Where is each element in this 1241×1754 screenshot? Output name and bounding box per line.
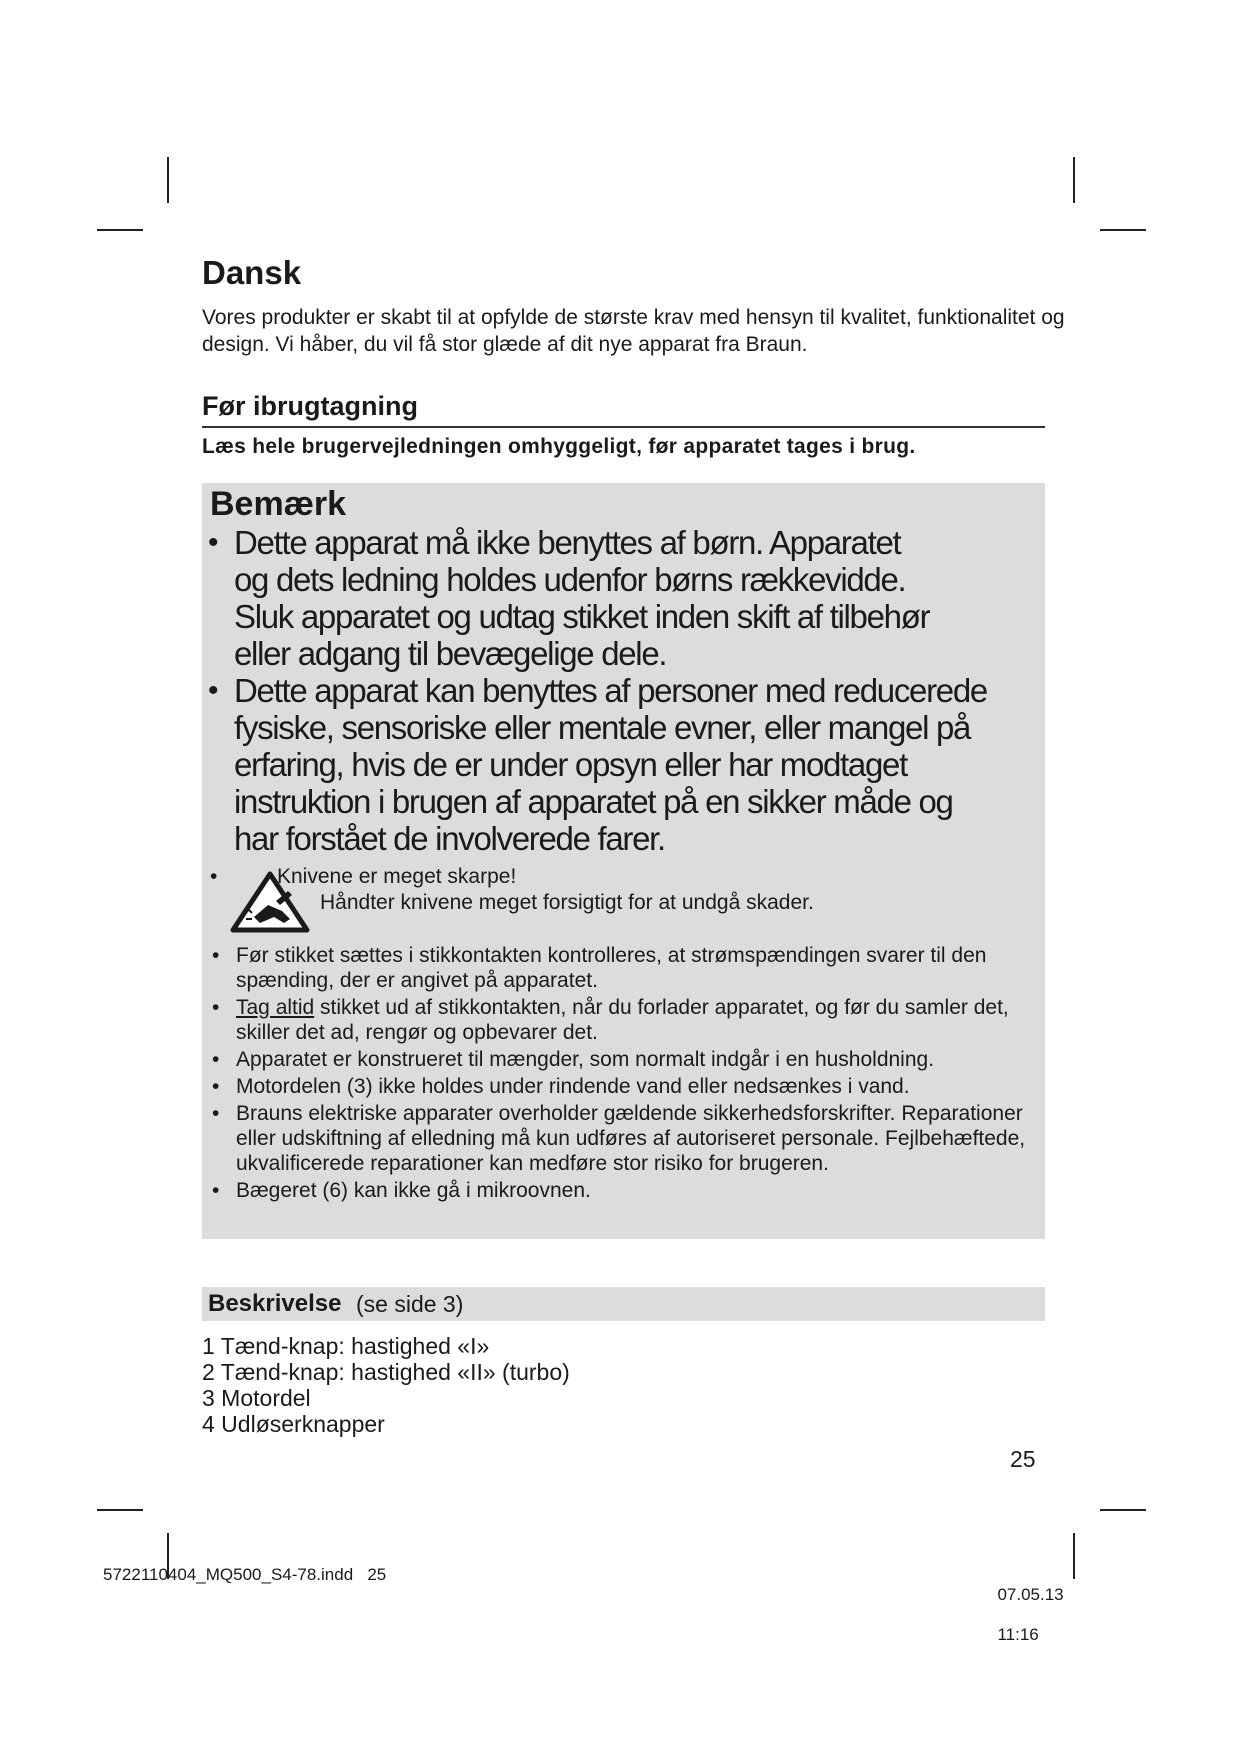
bullet: • (208, 674, 219, 707)
list-item (210, 1178, 1040, 1203)
bullet: • (212, 1075, 220, 1098)
line: eller adgang til bevægelige dele. (234, 635, 667, 672)
list-item: 4 Udløserknapper (202, 1411, 385, 1437)
knife-warning-text: Håndter knivene meget forsigtigt for at undgå skader. (320, 891, 814, 914)
underlined-text: Tag altid (236, 996, 315, 1019)
footer-filename: 5722110404_MQ500_S4-78.indd 25 (103, 1565, 387, 1584)
large-warning-list (208, 524, 1038, 857)
crop-mark (1073, 157, 1075, 203)
list-item (208, 672, 1038, 857)
list-item (210, 943, 1040, 993)
crop-mark (97, 229, 143, 231)
list-item (210, 1101, 1040, 1176)
safety-list (210, 943, 1040, 1205)
line: fysiske, sensoriske eller mentale evner, eller mangel på (234, 709, 971, 746)
list-item (208, 524, 1038, 672)
bullet: • (212, 996, 220, 1019)
sharp-blade-warning-icon (230, 871, 310, 933)
crop-mark (97, 1509, 143, 1511)
bullet: • (210, 865, 218, 888)
crop-mark (1073, 1533, 1075, 1579)
intro-paragraph: Vores produkter er skabt til at opfylde de største krav med hensyn til kvalitet, funktionalitet og design. Vi håber, du vil få stor glæde af dit nye apparat fra Braun. (202, 306, 1065, 356)
list-item: 3 Motordel (202, 1385, 311, 1411)
page-number: 25 (1010, 1446, 1036, 1472)
line: Dette apparat kan benyttes af personer med reducerede (234, 672, 987, 709)
line: og dets ledning holdes udenfor børns rækkevidde. (234, 561, 906, 598)
list-item (210, 1047, 1040, 1072)
before-use-section (202, 390, 1045, 428)
footer-date: 07.05.13 (997, 1585, 1064, 1604)
list-item: 1 Tænd-knap: hastighed «I» (202, 1333, 490, 1359)
bullet: • (212, 1102, 220, 1125)
item-text: Apparatet er konstrueret til mængder, som normalt indgår i en husholdning. (236, 1048, 935, 1071)
bullet: • (212, 1048, 220, 1071)
list-item (210, 1074, 1040, 1099)
footer-time: 11:16 (997, 1625, 1039, 1644)
read-manual-instruction: Læs hele brugervejledningen omhyggeligt, før apparatet tages i brug. (202, 435, 916, 458)
bullet: • (212, 1179, 220, 1202)
line: har forstået de involverede farer. (234, 820, 665, 857)
description-reference: (se side 3) (356, 1291, 464, 1317)
description-bar (202, 1287, 1045, 1321)
line: instruktion i brugen af apparatet på en sikker måde og (234, 783, 953, 820)
bullet: • (212, 944, 220, 967)
page-title: Dansk (202, 254, 302, 291)
section-heading: Før ibrugtagning (202, 391, 418, 421)
line: Dette apparat må ikke benyttes af børn. Apparatet (234, 524, 901, 561)
parts-list (202, 1333, 570, 1437)
list-item: 2 Tænd-knap: hastighed «II» (turbo) (202, 1359, 570, 1385)
description-heading: Beskrivelse (208, 1290, 342, 1317)
item-text: stikket ud af stikkontakten, når du forlader apparatet, og før du samler det, skiller det ad, rengør og opbevarer det. (236, 996, 1009, 1044)
line: Sluk apparatet og udtag stikket inden skift af tilbehør (234, 598, 930, 635)
crop-mark (1100, 229, 1146, 231)
item-text: Før stikket sættes i stikkontakten kontrolleres, at strømspændingen svarer til den spænding, der er angivet på apparatet. (236, 944, 987, 992)
note-heading: Bemærk (210, 485, 347, 523)
knife-warning (210, 865, 970, 945)
line: erfaring, hvis de er under opsyn eller har modtaget (234, 746, 907, 783)
list-item (210, 995, 1040, 1045)
item-text: Bægeret (6) kan ikke gå i mikroovnen. (236, 1179, 591, 1202)
item-text: Motordelen (3) ikke holdes under rindende vand eller nedsænkes i vand. (236, 1075, 910, 1098)
item-text: Brauns elektriske apparater overholder gældende sikkerhedsforskrifter. Reparationer eller udskiftning af elledning må kun udføres af autoriseret personale. Fejlbehæftede, ukvalificerede reparationer kan medføre stor risiko for brugeren. (236, 1102, 1026, 1175)
crop-mark (1100, 1509, 1146, 1511)
footer-datetime (988, 1565, 1064, 1645)
crop-mark (167, 157, 169, 203)
knife-warning-title: Knivene er meget skarpe! (277, 865, 517, 888)
bullet: • (208, 526, 219, 559)
safety-note-box (202, 483, 1045, 1239)
